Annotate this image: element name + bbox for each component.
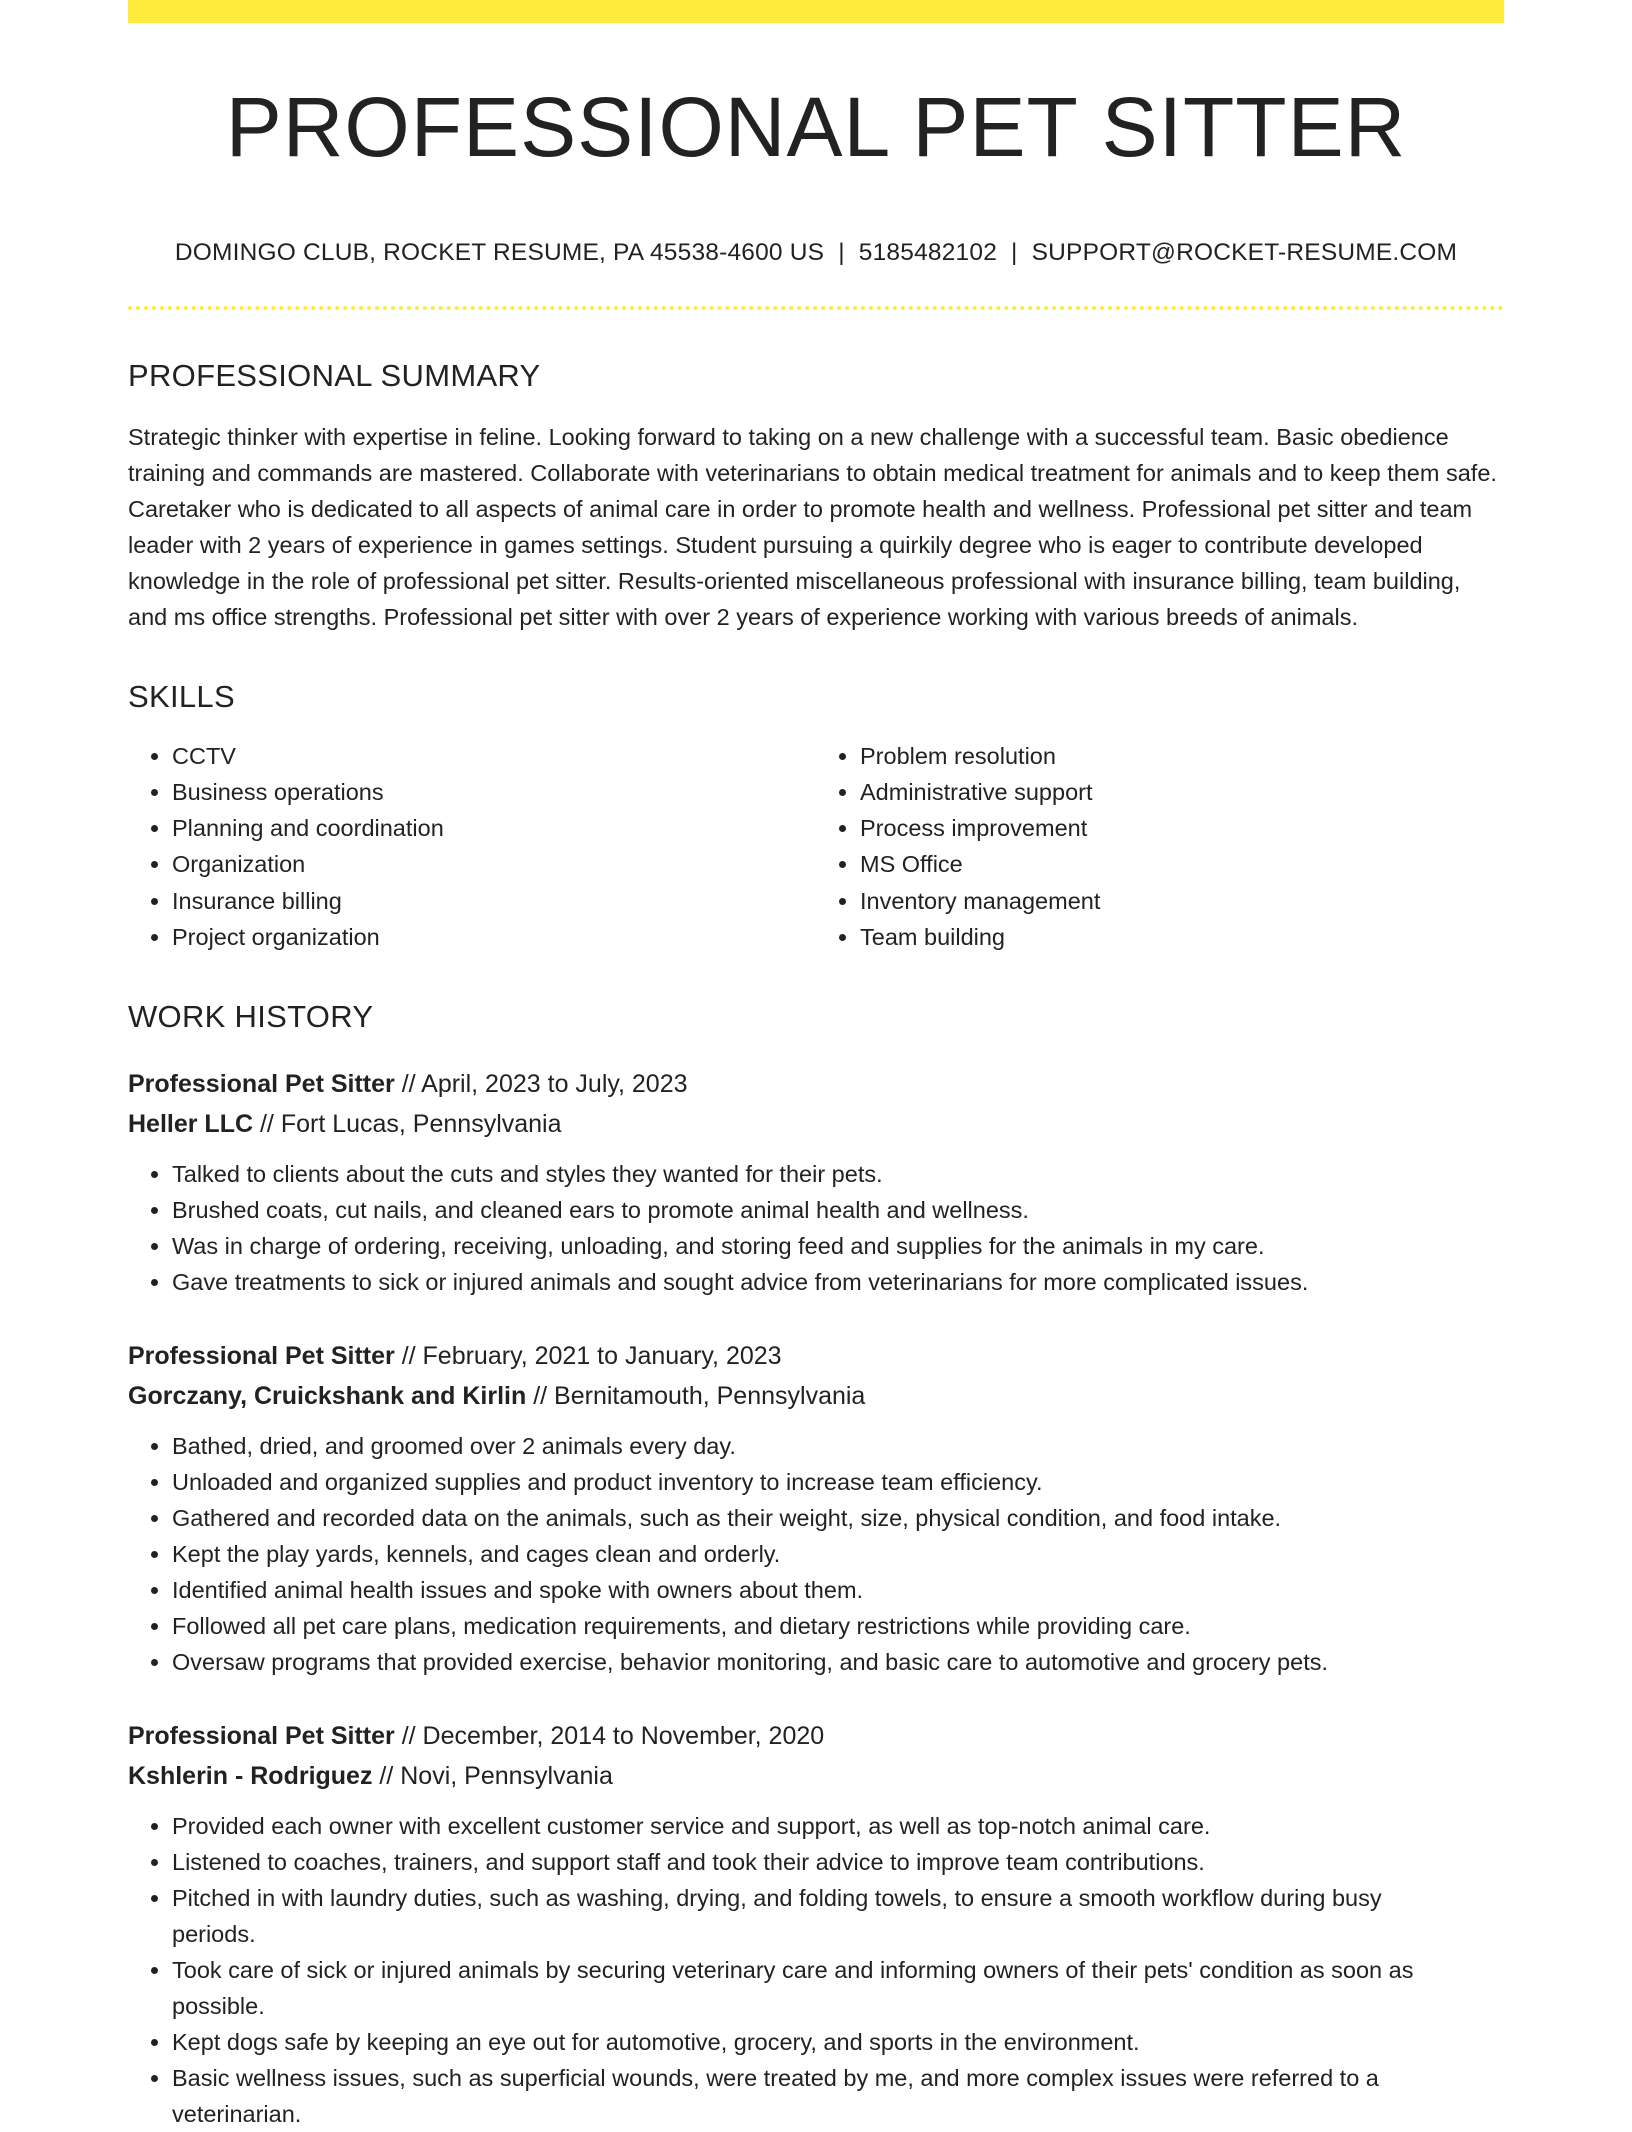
job-entry [128,1716,1504,2132]
skill-item: • Organization [172,846,816,882]
resume-page [128,0,1504,2132]
job-company: Gorczany, Cruickshank and Kirlin [128,1382,527,1411]
job-bullets [128,1808,1504,2132]
job-bullet: • Oversaw programs that provided exercise, behavior monitoring, and basic care to automotive and grocery pets. [172,1644,1504,1680]
contact-separator: | [838,239,845,266]
job-bullet: • Listened to coaches, trainers, and support staff and took their advice to improve team contributions. [172,1844,1504,1880]
skill-item: • Process improvement [860,810,1504,846]
job-title: Professional Pet Sitter [128,1722,395,1751]
job-bullet: • Followed all pet care plans, medication requirements, and dietary restrictions while providing care. [172,1608,1504,1644]
job-entry [128,1064,1504,1300]
job-location: // Novi, Pennsylvania [372,1762,613,1791]
job-company: Kshlerin - Rodriguez [128,1762,373,1791]
skill-item: • MS Office [860,846,1504,882]
skill-item: • Planning and coordination [172,810,816,846]
job-company: Heller LLC [128,1110,254,1139]
job-location: // Fort Lucas, Pennsylvania [253,1110,562,1139]
job-bullet: • Identified animal health issues and spoke with owners about them. [172,1572,1504,1608]
job-title-line [128,1716,1504,1756]
skill-item: • Inventory management [860,883,1504,919]
skill-item: • CCTV [172,738,816,774]
page-title: PROFESSIONAL PET SITTER [225,80,1407,174]
job-title: Professional Pet Sitter [128,1070,395,1099]
summary-text: Strategic thinker with expertise in feline. Looking forward to taking on a new challenge with a successful team. Basic obedience training and commands are mastered. Collaborate with veterinarians to obtain medical treatment for animals and to keep them safe. Caretaker who is dedicated to all aspects of animal care in order to promote health and wellness. Professional pet sitter and team leader with 2 years of experience in games settings. Student pursuing a quirkily degree who is eager to contribute developed knowledge in the role of professional pet sitter. Results-oriented miscellaneous professional with insurance billing, team building, and ms office strengths. Professional pet sitter with over 2 years of experience working with various breeds of animals. [128,423,1497,630]
job-title-line [128,1064,1504,1104]
job-bullet: • Gave treatments to sick or injured animals and sought advice from veterinarians for more complicated issues. [172,1264,1504,1300]
job-bullet: • Was in charge of ordering, receiving, unloading, and storing feed and supplies for the animals in my care. [172,1228,1504,1264]
job-bullet: • Gathered and recorded data on the animals, such as their weight, size, physical condition, and food intake. [172,1500,1504,1536]
skill-item: • Insurance billing [172,883,816,919]
job-company-line [128,1104,1504,1144]
job-bullets [128,1428,1504,1680]
job-bullet: • Provided each owner with excellent customer service and support, as well as top-notch animal care. [172,1808,1504,1844]
skill-item: • Problem resolution [860,738,1504,774]
skill-item: • Business operations [172,774,816,810]
skills-column-left [128,738,816,956]
job-bullet: • Bathed, dried, and groomed over 2 animals every day. [172,1428,1504,1464]
job-title: Professional Pet Sitter [128,1342,395,1371]
job-dates: // April, 2023 to July, 2023 [394,1070,688,1099]
dotted-divider [128,306,1504,310]
job-bullet: • Pitched in with laundry duties, such as washing, drying, and folding towels, to ensure a smooth workflow during busy periods. [172,1880,1504,1952]
work-history-heading: WORK HISTORY [128,999,374,1035]
job-location: // Bernitamouth, Pennsylvania [526,1382,866,1411]
job-bullet: • Talked to clients about the cuts and styles they wanted for their pets. [172,1156,1504,1192]
job-bullet: • Basic wellness issues, such as superficial wounds, were treated by me, and more complex issues were referred to a veterinarian. [172,2060,1504,2132]
job-company-line [128,1376,1504,1416]
job-company-line [128,1756,1504,1796]
contact-phone: 5185482102 [858,239,998,266]
job-dates: // February, 2021 to January, 2023 [394,1342,782,1371]
skills-column-right [816,738,1504,956]
job-bullet: • Took care of sick or injured animals by securing veterinary care and informing owners of their pets' condition as soon as possible. [172,1952,1504,2024]
skills-heading: SKILLS [128,678,235,714]
job-entry [128,1336,1504,1680]
contact-line [128,241,1504,266]
job-title-line [128,1336,1504,1376]
skills-list [128,738,1504,956]
job-bullet: • Kept dogs safe by keeping an eye out for automotive, grocery, and sports in the environment. [172,2024,1504,2060]
job-bullets [128,1156,1504,1300]
skill-item: • Team building [860,919,1504,955]
contact-email: SUPPORT@ROCKET-RESUME.COM [1031,239,1458,266]
job-dates: // December, 2014 to November, 2020 [394,1722,825,1751]
job-bullet: • Kept the play yards, kennels, and cages clean and orderly. [172,1536,1504,1572]
accent-bar [128,0,1504,23]
skill-item: • Project organization [172,919,816,955]
contact-address: DOMINGO CLUB, ROCKET RESUME, PA 45538-4600 US [174,239,825,266]
job-bullet: • Unloaded and organized supplies and product inventory to increase team efficiency. [172,1464,1504,1500]
job-bullet: • Brushed coats, cut nails, and cleaned ears to promote animal health and wellness. [172,1192,1504,1228]
skill-item: • Administrative support [860,774,1504,810]
summary-heading: PROFESSIONAL SUMMARY [128,357,541,393]
contact-separator: | [1011,239,1018,266]
